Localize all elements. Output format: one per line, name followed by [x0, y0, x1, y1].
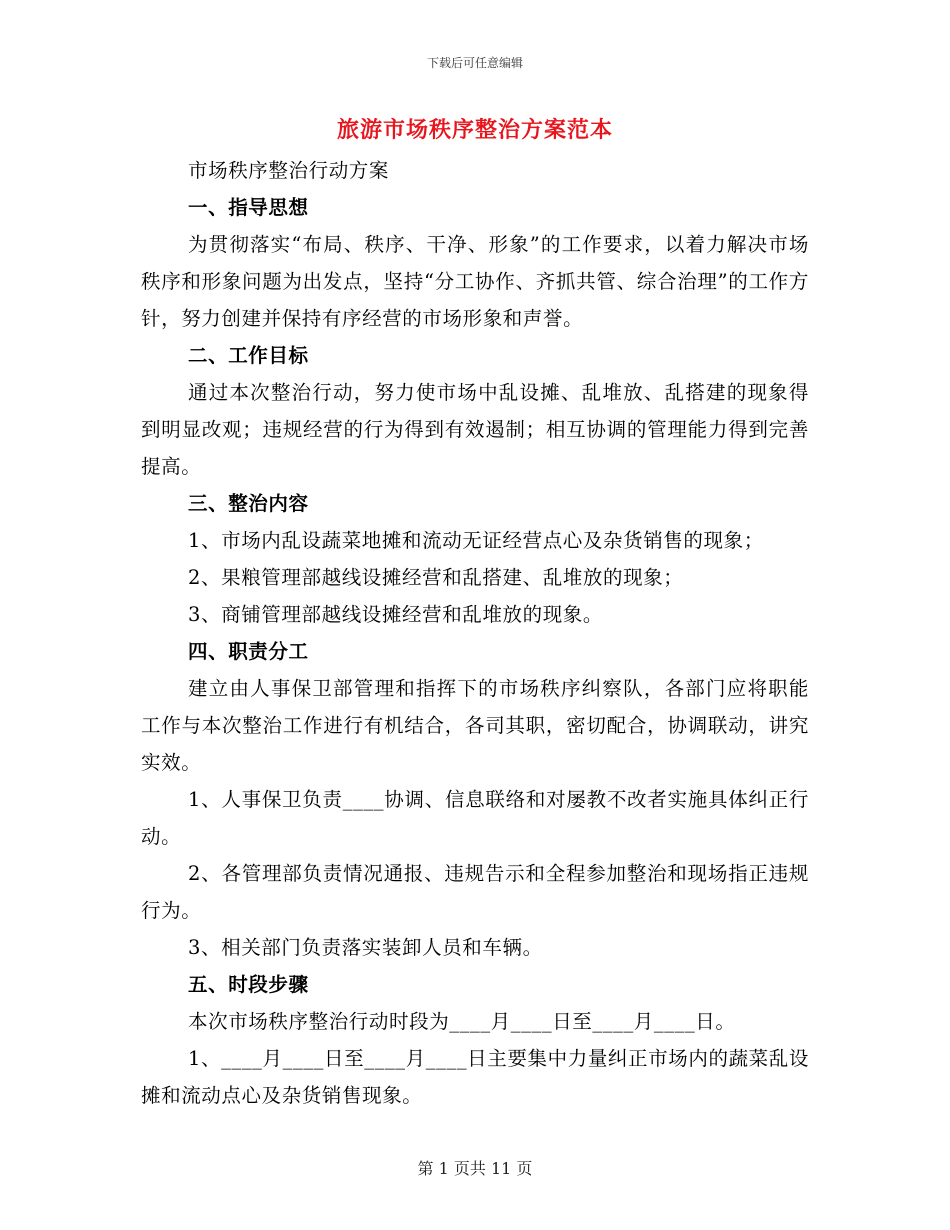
- section-heading-2: 二、工作目标: [188, 344, 309, 367]
- body-paragraph: 本次市场秩序整治行动时段为____月____日至____月____日。: [188, 1010, 736, 1033]
- body-paragraph: 为贯彻落实“布局、秩序、干净、形象”的工作要求，以着力解决市场秩序和形象问题为出发点，坚持“分工协作、齐抓共管、综合治理”的工作方针，努力创建并保持有序经营的市场形象和声誉。: [141, 233, 809, 330]
- list-item: 3、商铺管理部越线设摊经营和乱堆放的现象。: [188, 603, 604, 626]
- section-heading-1: 一、指导思想: [188, 196, 309, 219]
- list-item: 1、人事保卫负责____协调、信息联络和对屡教不改者实施具体纠正行动。: [141, 788, 809, 848]
- document-body: [141, 152, 809, 1114]
- document-title: 旅游市场秩序整治方案范本: [336, 117, 613, 143]
- section-heading-3: 三、整治内容: [188, 492, 309, 515]
- body-paragraph: 建立由人事保卫部管理和指挥下的市场秩序纠察队，各部门应将职能工作与本次整治工作进行有机结合，各司其职，密切配合，协调联动，讲究实效。: [141, 677, 809, 774]
- section-heading-4: 四、职责分工: [188, 640, 309, 663]
- list-item: 3、相关部门负责落实装卸人员和车辆。: [188, 936, 543, 959]
- list-item: 1、市场内乱设蔬菜地摊和流动无证经营点心及杂货销售的现象；: [188, 529, 764, 552]
- page-number: 第 1 页共 11 页: [417, 1159, 533, 1178]
- list-item: 2、果粮管理部越线设摊经营和乱搭建、乱堆放的现象；: [188, 566, 684, 589]
- body-paragraph: 通过本次整治行动，努力使市场中乱设摊、乱堆放、乱搭建的现象得到明显改观；违规经营的行为得到有效遏制；相互协调的管理能力得到完善提高。: [141, 381, 809, 478]
- subtitle-paragraph: 市场秩序整治行动方案: [188, 159, 390, 182]
- list-item: 2、各管理部负责情况通报、违规告示和全程参加整治和现场指正违规行为。: [141, 862, 809, 922]
- list-item: 1、____月____日至____月____日主要集中力量纠正市场内的蔬菜乱设摊和流动点心及杂货销售现象。: [141, 1047, 809, 1107]
- section-heading-5: 五、时段步骤: [188, 973, 309, 996]
- page-header-note: 下载后可任意编辑: [426, 56, 523, 70]
